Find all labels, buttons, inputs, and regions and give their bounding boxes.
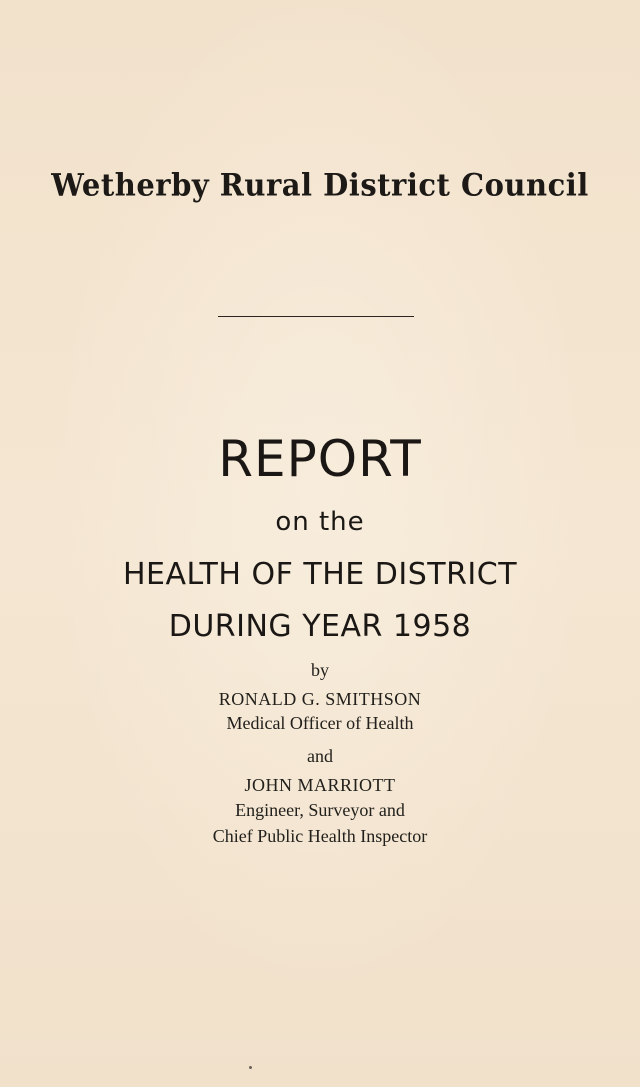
report-title: REPORT xyxy=(218,430,422,488)
author-2-role-line-2: Chief Public Health Inspector xyxy=(212,826,428,846)
by-label: by xyxy=(311,660,329,680)
council-name: Wetherby Rural District Council xyxy=(51,167,589,203)
divider-rule xyxy=(218,316,414,317)
report-subtitle-prefix: on the xyxy=(275,507,365,537)
report-subtitle-line-1: HEALTH OF THE DISTRICT xyxy=(122,557,518,592)
author-2-name: JOHN MARRIOTT xyxy=(244,775,396,795)
author-1-role: Medical Officer of Health xyxy=(226,713,414,733)
author-2-role-line-1: Engineer, Surveyor and xyxy=(235,800,405,820)
paper-speck xyxy=(249,1066,252,1069)
author-1-name: RONALD G. SMITHSON xyxy=(218,689,422,709)
and-label: and xyxy=(307,746,333,766)
report-subtitle-line-2: DURING YEAR 1958 xyxy=(168,609,472,644)
